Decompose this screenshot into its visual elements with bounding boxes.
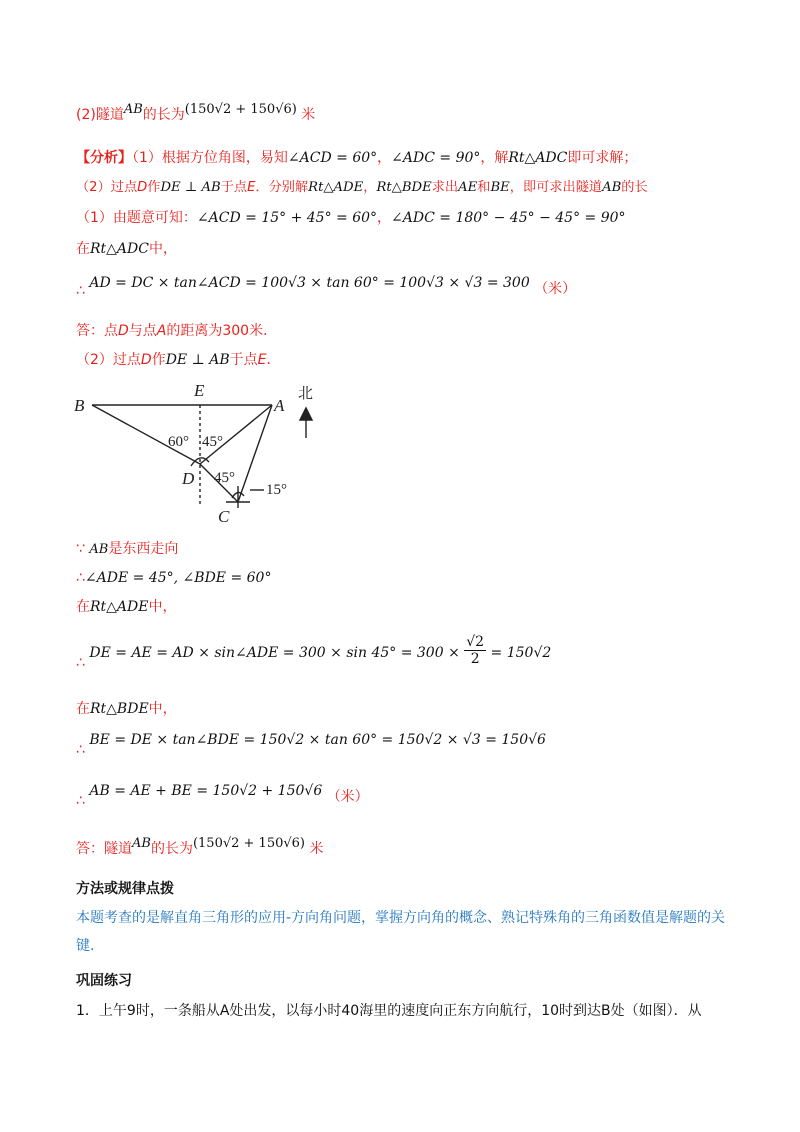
text: （1）根据方位角图，易知	[132, 150, 288, 166]
therefore-symbol: ∴	[76, 283, 85, 299]
text: （米）	[534, 281, 577, 297]
text: ，即可求出隧道	[509, 180, 603, 195]
text: （2）过点	[76, 180, 138, 195]
math: AB	[602, 180, 622, 195]
text: 和	[477, 180, 491, 195]
fraction-denominator: 2	[470, 651, 480, 667]
math: DE ⊥ AB	[165, 352, 230, 368]
text: 的距离为300米．	[166, 323, 278, 339]
math: Rt△BDE	[376, 180, 432, 195]
since-line	[76, 538, 178, 561]
ab-sum-line	[76, 780, 369, 809]
solution-part2-line	[76, 349, 280, 371]
text: ，	[363, 180, 377, 195]
text: 米	[309, 841, 324, 857]
solution-line-1	[76, 207, 626, 229]
text: 中，	[148, 599, 177, 615]
text: 中，	[148, 241, 177, 257]
math: Rt△BDE	[90, 701, 149, 717]
text: 作	[151, 352, 166, 368]
answer-part2-line	[76, 104, 315, 127]
practice-title: 巩固练习	[76, 973, 132, 989]
math: (150√2 + 150√6)	[184, 102, 297, 117]
text: 米	[301, 107, 316, 123]
label-d: D	[182, 469, 195, 488]
therefore-symbol: ∴	[76, 793, 85, 809]
math: (150√2 + 150√6)	[192, 836, 305, 851]
method-title: 方法或规律点拨	[76, 881, 174, 897]
math: ∠ADC = 90°	[391, 150, 481, 166]
therefore-symbol: ∴	[76, 742, 85, 758]
angles-line	[76, 567, 271, 589]
label-c: C	[218, 507, 230, 526]
because-symbol: ∵	[76, 541, 85, 557]
label-north: 北	[298, 386, 314, 402]
de-ae-line	[76, 632, 552, 671]
text: D	[118, 323, 129, 339]
math: Rt△ADC	[508, 150, 568, 166]
math: AB = AE + BE = 150√2 + 150√6	[89, 783, 323, 799]
math: = 150√2	[490, 644, 552, 661]
text: 求出	[431, 180, 459, 195]
math: AB	[89, 542, 109, 557]
analysis-line-1	[76, 147, 637, 169]
text: 在	[76, 241, 90, 257]
answer-line-2	[76, 838, 323, 861]
math: ∠ACD = 15° + 45° = 60°	[196, 210, 378, 226]
math: ∠ACD = 60°	[287, 150, 378, 166]
text: 与点	[128, 323, 157, 339]
math: AE	[458, 180, 478, 195]
text: （1）由题意可知：	[76, 210, 197, 226]
math: AB	[123, 102, 143, 117]
analysis-heading: 【分析】	[76, 150, 132, 166]
math: BE = DE × tan∠BDE = 150√2 × tan 60° = 150√2 × √3 = 150√6	[89, 732, 546, 748]
text: 答：隧道	[76, 841, 132, 857]
in-triangle-bde-line	[76, 698, 177, 720]
text: ．	[266, 352, 281, 368]
therefore-symbol: ∴	[76, 654, 85, 671]
label-angle-45-mid: 45°	[214, 470, 235, 486]
text: E	[247, 180, 256, 195]
label-e: E	[194, 381, 205, 400]
analysis-line-2	[76, 177, 648, 199]
text: 的长为	[142, 107, 185, 123]
label-a: A	[274, 396, 285, 415]
text: 在	[76, 599, 90, 615]
text: (2)隧道	[76, 107, 124, 123]
label-angle-15: 15°	[266, 482, 287, 498]
text: ，	[377, 150, 392, 166]
practice-question-1: 1．上午9时，一条船从A处出发，以每小时40海里的速度向正东方向航行，10时到达B处（如图）．从	[76, 1003, 702, 1019]
math: AB	[132, 836, 151, 851]
text: 作	[147, 180, 161, 195]
be-line	[76, 729, 546, 758]
in-triangle-ade-line	[76, 596, 177, 618]
solution-line-2	[76, 238, 177, 260]
north-arrow-icon	[300, 408, 312, 420]
label-angle-45-top: 45°	[202, 434, 223, 450]
math: Rt△ADE	[308, 180, 364, 195]
text: （2）过点	[76, 352, 141, 368]
text: 于点	[229, 352, 258, 368]
label-angle-60: 60°	[168, 434, 189, 450]
fraction	[464, 634, 486, 667]
text: ，解	[480, 150, 509, 166]
text: ．分别解	[255, 180, 309, 195]
text: 是东西走向	[108, 541, 179, 557]
solution-line-3	[76, 272, 577, 299]
math: ∠ADC = 180° − 45° − 45° = 90°	[391, 210, 626, 226]
math: AD = DC × tan∠ACD = 100√3 × tan 60° = 100√3 × √3 = 300	[89, 275, 530, 291]
math: ∠ADE = 45°, ∠BDE = 60°	[84, 570, 272, 586]
text: 的长	[621, 180, 648, 195]
text: D	[140, 352, 152, 368]
text: E	[257, 352, 267, 368]
method-body: 本题考查的是解直角三角形的应用-方向角问题，掌握方向角的概念、熟记特殊角的三角函数值是解题的关键.	[76, 910, 726, 954]
math: BE	[490, 180, 510, 195]
text: 即可求解；	[567, 150, 638, 166]
label-b: B	[74, 396, 85, 415]
text: （米）	[326, 789, 369, 805]
math: DE = AE = AD × sin∠ADE = 300 × sin 45° = 300 ×	[89, 644, 460, 661]
text: A	[156, 323, 167, 339]
text: ，	[377, 210, 392, 226]
text: 于点	[220, 180, 248, 195]
math: Rt△ADC	[90, 241, 149, 257]
therefore-symbol: ∴	[76, 570, 85, 586]
text: 的长为	[150, 841, 193, 857]
text: 在	[76, 701, 90, 717]
text: 答：点	[76, 323, 118, 339]
direction-angle-figure	[66, 378, 326, 528]
math: DE ⊥ AB	[160, 180, 221, 195]
math: Rt△ADE	[90, 599, 149, 615]
text: 中，	[148, 701, 177, 717]
fraction-numerator: √2	[466, 634, 485, 650]
answer-line-1	[76, 320, 277, 342]
text: D	[137, 180, 148, 195]
